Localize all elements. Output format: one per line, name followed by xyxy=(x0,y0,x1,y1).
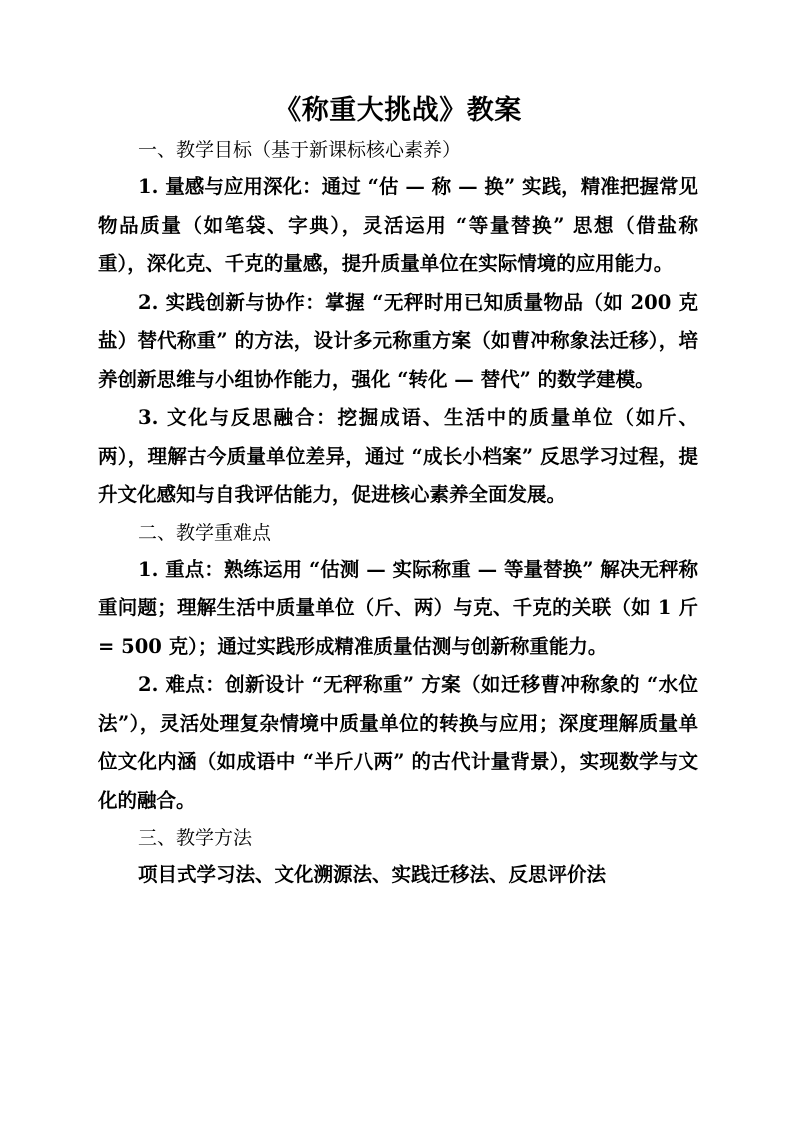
section-heading: 一、教学目标（基于新课标核心素养） xyxy=(138,139,462,161)
objective-item: 2. 实践创新与协作：掌握 “无秤时用已知质量物品（如 200 克盐）替代称重” 的方法，设计多元称重方案（如曹冲称象法迁移），培养创新思维与小组协作能力，强化 “转化 — 替代” 的数学建模。 xyxy=(98,290,698,391)
section-heading: 二、教学重难点 xyxy=(138,521,272,544)
objective-item: 1. 量感与应用深化：通过 “估 — 称 — 换” 实践，精准把握常见物品质量（如笔袋、字典），灵活运用 “等量替换” 思想（借盐称重），深化克、千克的量感，提升质量单位在实际情境的应用能力。 xyxy=(98,175,698,275)
document-title: 《称重大挑战》教案 xyxy=(274,95,522,126)
section-heading: 三、教学方法 xyxy=(138,827,253,849)
teaching-methods-list: 项目式学习法、文化溯源法、实践迁移法、反思评价法 xyxy=(138,863,607,886)
difficult-point-item: 2. 难点：创新设计 “无秤称重” 方案（如迁移曹冲称象的 “水位法”），灵活处理复杂情境中质量单位的转换与应用；深度理解质量单位文化内涵（如成语中 “半斤八两” 的古代计量背景），实现数学与文化的融合。 xyxy=(98,673,698,812)
key-point-item: 1. 重点：熟练运用 “估测 — 实际称重 — 等量替换” 解决无秤称重问题；理解生活中质量单位（斤、两）与克、千克的关联（如 1 斤 = 500 克）；通过实践形成精准质量估测与创新称重能力。 xyxy=(98,557,698,658)
section-teaching-methods xyxy=(98,820,698,895)
section-teaching-objectives xyxy=(98,132,698,515)
section-key-difficult-points xyxy=(98,515,698,821)
objective-item: 3. 文化与反思融合：挖掘成语、生活中的质量单位（如斤、两），理解古今质量单位差异，通过 “成长小档案” 反思学习过程，提升文化感知与自我评估能力，促进核心素养全面发展。 xyxy=(98,406,698,506)
